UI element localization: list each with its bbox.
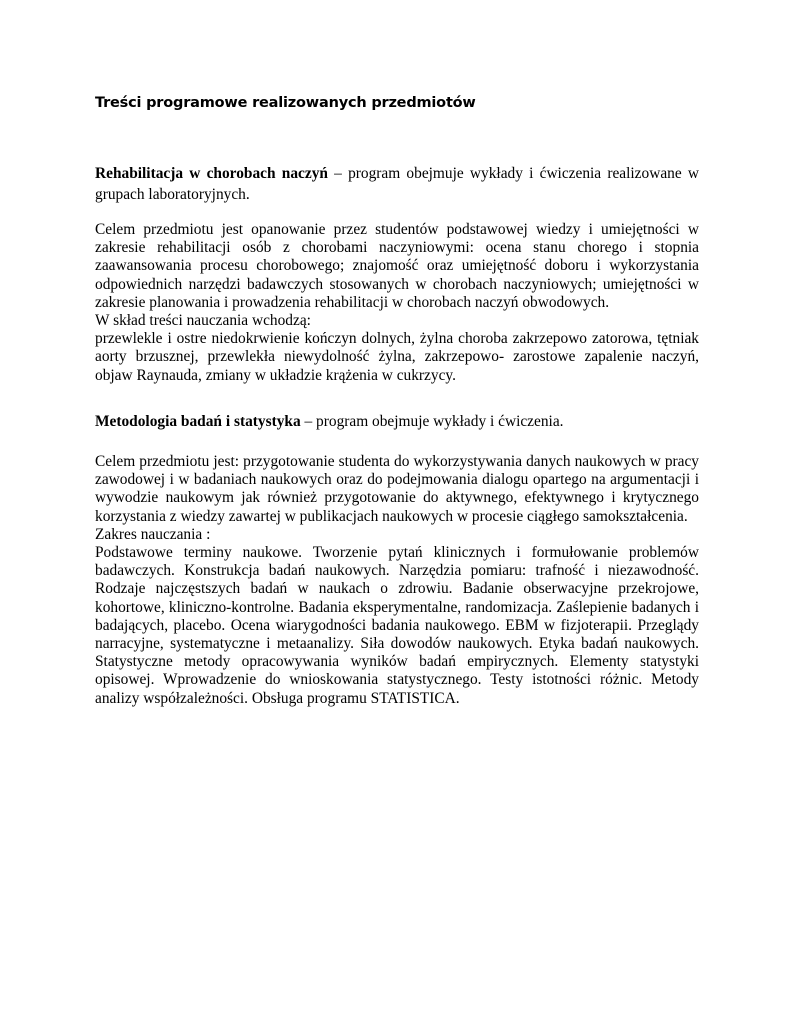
section2-name: Metodologia badań i statystyka — [95, 413, 301, 430]
section1-intro — [95, 163, 699, 205]
section2-intro — [95, 413, 699, 431]
section2-intro-text: – program obejmuje wykłady i ćwiczenia. — [300, 413, 564, 430]
section1-name: Rehabilitacja w chorobach naczyń — [95, 165, 328, 182]
section1-content: przewlekle i ostre niedokrwienie kończyn dolnych, żylna choroba zakrzepowo zatorowa, tętniak aorty brzusznej, przewlekła niewydolność żylna, zakrzepowo- zarostowe zapalenie naczyń, objaw Raynauda, zmiany w układzie krążenia w cukrzycy. — [95, 330, 699, 384]
section2-goal: Celem przedmiotu jest: przygotowanie studenta do wykorzystywania danych naukowych w pracy zawodowej i w badaniach naukowych oraz do podejmowania dialogu opartego na argumentacji i wywodzie naukowym jak również przygotowanie do aktywnego, efektywnego i krytycznego korzystania z wiedzy zawartej w publikacjach naukowych w procesie ciągłego samokształcenia. — [95, 453, 699, 525]
section2-description — [95, 453, 699, 708]
section1-goal: Celem przedmiotu jest opanowanie przez studentów podstawowej wiedzy i umiejętności w zakresie rehabilitacji osób z chorobami naczyniowymi: ocena stanu chorego i stopnia zaawansowania procesu chorobowego; znajomość oraz umiejętność doboru i wykorzystania odpowiednich narzędzi badawczych stosowanych w chorobach naczyniowych; umiejętności w zakresie planowania i prowadzenia rehabilitacji w chorobach naczyń obwodowych. — [95, 221, 699, 311]
document-title: Treści programowe realizowanych przedmiotów — [95, 95, 476, 111]
section1-content-label: W skład treści nauczania wchodzą: — [95, 312, 311, 330]
section2-content-label: Zakres nauczania : — [95, 525, 211, 543]
section2-content: Podstawowe terminy naukowe. Tworzenie pytań klinicznych i formułowanie problemów badawczych. Konstrukcja badań naukowych. Narzędzia pomiaru: trafność i niezawodność. Rodzaje najczęstszych badań w naukach o zdrowiu. Badanie obserwacyjne przekrojowe, kohortowe, kliniczno-kontrolne. Badania eksperymentalne, randomizacja. Zaślepienie badanych i badających, placebo. Ocena wiarygodności badania naukowego. EBM w fizjoterapii. Przeglądy narracyjne, systematyczne i metaanalizy. Siła dowodów naukowych. Etyka badań naukowych. Statystyczne metody opracowywania wyników badań empirycznych. Elementy statystyki opisowej. Wprowadzenie do wnioskowania statystycznego. Testy istotności różnic. Metody analizy współzależności. Obsługa programu STATISTICA. — [95, 544, 699, 707]
section1-intro-text: – program obejmuje wykłady i ćwiczenia realizowane w grupach laboratoryjnych. — [95, 165, 700, 203]
section1-description — [95, 221, 699, 385]
